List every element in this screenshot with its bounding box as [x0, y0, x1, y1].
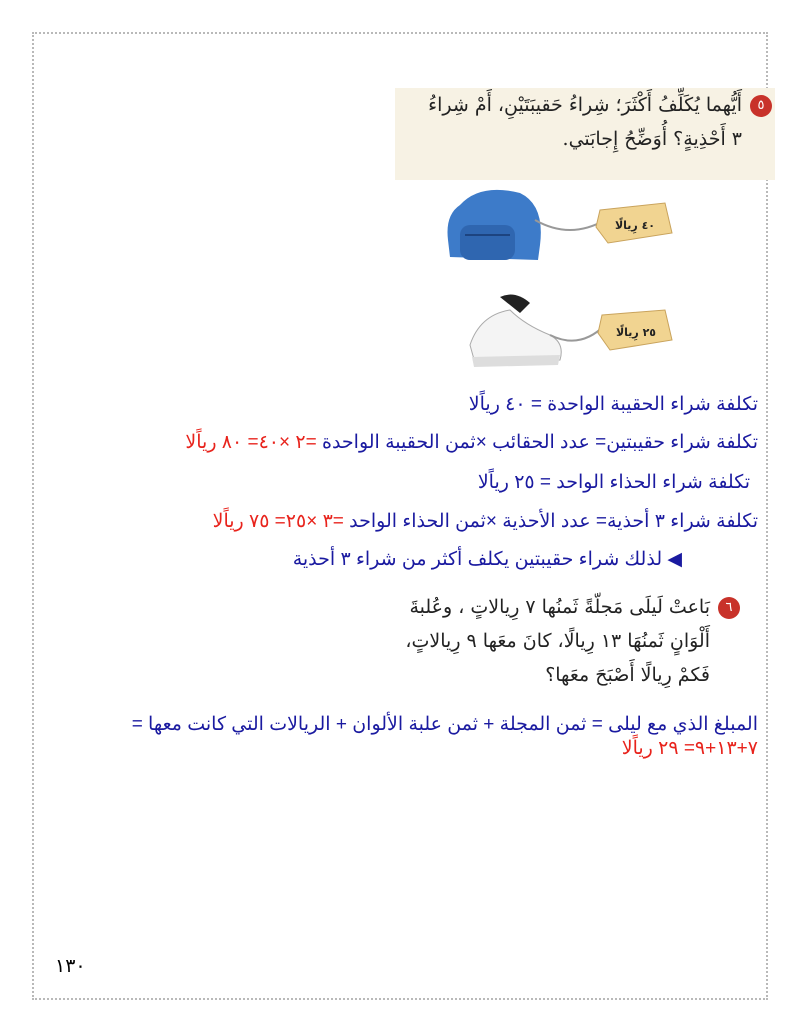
conclusion-text: لذلك شراء حقيبتين يكلف أكثر من شراء ٣ أحذية [292, 549, 663, 570]
illustration [440, 185, 680, 385]
answer-text: تكلفة شراء ٣ أحذية= عدد الأحذية ×ثمن الحذاء الواحد [343, 511, 758, 532]
bag-price: ٤٠ رِيالًا [614, 219, 656, 232]
price-tag-bag [596, 203, 672, 243]
answer-text: تكلفة شراء حقيبتين= عدد الحقائب ×ثمن الحقيبة الواحدة [316, 432, 758, 453]
question-number: ٥ [750, 95, 772, 117]
backpack-image [448, 190, 541, 260]
answer-result: ٧+١٣+٩= ٢٩ رياًلا [621, 738, 758, 759]
answer-result: =٢ ×٤٠= ٨٠ رياًلا [185, 432, 317, 453]
answer-result: =٣ ×٢٥= ٧٥ رياًلا [212, 511, 344, 532]
question-text: أَيُّهما يُكَلِّفُ أَكْثَرَ؛ شِراءُ حَقيبَتَيْنِ، أَمْ شِراءُ [428, 94, 742, 116]
question-text: فَكمْ رِيالًا أَصْبَحَ معَها؟ [545, 664, 710, 686]
shoe-image [470, 295, 561, 367]
question-6 [140, 590, 740, 692]
question-text: أَلْوَانٍ ثَمنُهَا ١٣ رِيالًا، كانَ معَها ٩ رِيالاتٍ، [405, 630, 710, 652]
answer-line [185, 431, 758, 454]
price-tag-shoe [598, 310, 672, 350]
answer-line: تكلفة شراء الحقيبة الواحدة = ٤٠ رياًلا [468, 394, 758, 415]
answer-line: المبلغ الذي مع ليلى = ثمن المجلة + ثمن علبة الألوان + الريالات التي كانت معها = [131, 714, 758, 735]
question-text: ٣ أَحْذِيةٍ؟ أُوَضِّحُ إِجابَتي. [562, 128, 742, 150]
shoe-price: ٢٥ رِيالًا [615, 326, 657, 339]
question-number: ٦ [718, 597, 740, 619]
question-5 [392, 88, 772, 156]
conclusion [293, 548, 682, 571]
page-number: ١٣٠ [55, 956, 86, 977]
arrow-bullet-icon: ◀ [662, 549, 682, 570]
answer-line: تكلفة شراء الحذاء الواحد = ٢٥ رياًلا [477, 472, 750, 493]
answer-line [213, 510, 758, 533]
question-text: بَاعتْ لَيلَى مَجلّةً ثَمنُها ٧ رِيالاتٍ ، وعُلبةَ [409, 596, 710, 618]
